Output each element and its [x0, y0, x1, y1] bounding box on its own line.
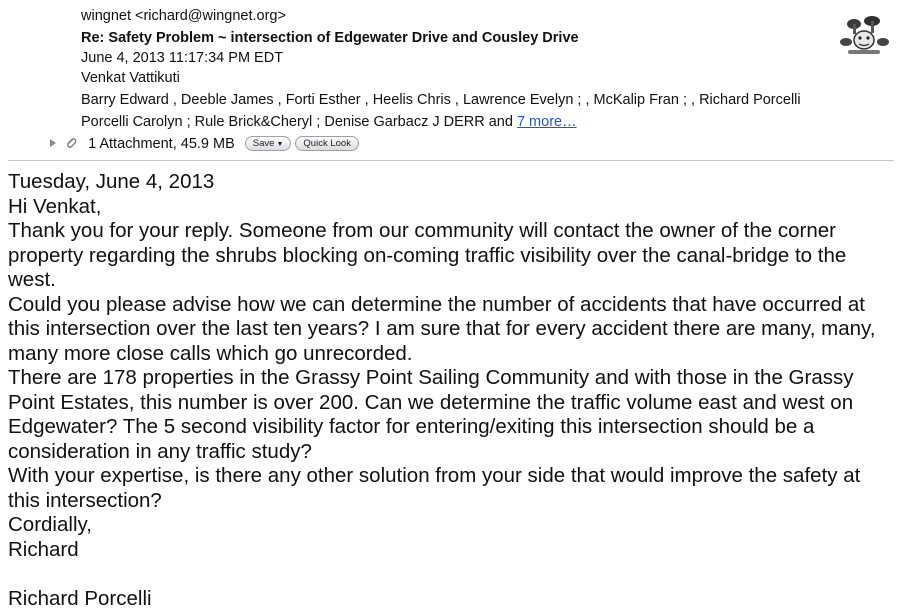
save-button-label: Save — [252, 138, 275, 149]
body-paragraph-4: With your expertise, is there any other solution from your side that would improve the safety at this intersection? — [8, 464, 861, 512]
cc-recipients-line2[interactable]: Porcelli Carolyn ; Rule Brick&Cheryl ; Denise Garbacz J DERR and — [81, 114, 517, 130]
body-greeting: Hi Venkat, — [8, 194, 102, 218]
body-blank-line — [8, 562, 892, 587]
subject-value: Re: Safety Problem ~ intersection of Edgewater Drive and Cousley Drive — [81, 30, 579, 46]
body-date: Tuesday, June 4, 2013 — [8, 170, 215, 193]
cc-more-link[interactable]: 7 more… — [516, 114, 577, 130]
chevron-down-icon: ▼ — [276, 141, 284, 148]
attachment-row — [50, 134, 359, 154]
attachment-summary: 1 Attachment, 45.9 MB — [88, 136, 235, 152]
to-value[interactable]: Venkat Vattikuti — [81, 70, 180, 86]
cc-value-line1[interactable]: Barry Edward , Deeble James , Forti Esther , Heelis Chris , Lawrence Evelyn ; , McKalip Fran ; , Richard Porcelli — [81, 92, 801, 108]
sender-avatar-icon — [838, 12, 890, 56]
body-paragraph-3: There are 178 properties in the Grassy Point Sailing Community and with those in the Grassy Point Estates, this number is over 200. Can we determine the traffic volume east and west on Edgewater? The 5 second visibility factor for entering/exiting this intersection should be a consideration in any traffic study? — [8, 366, 854, 463]
message-header — [0, 0, 900, 160]
message-body — [8, 170, 892, 611]
paperclip-icon — [64, 136, 78, 150]
disclosure-triangle-icon[interactable] — [50, 139, 56, 147]
body-closing: Cordially, — [8, 513, 92, 536]
quick-look-button[interactable]: Quick Look — [295, 136, 359, 151]
save-button[interactable] — [245, 136, 292, 151]
body-signature-full: Richard Porcelli — [8, 586, 152, 610]
body-paragraph-1: Thank you for your reply. Someone from our community will contact the owner of the corner property regarding the shrubs blocking on-coming traffic visibility over the canal-bridge to the west. — [8, 219, 847, 291]
body-paragraph-2: Could you please advise how we can determine the number of accidents that have occurred at this intersection over the last ten years? I am sure that for every accident there are many, many, many more close calls which go unrecorded. — [8, 292, 876, 365]
date-value: June 4, 2013 11:17:34 PM EDT — [81, 50, 284, 66]
header-divider — [8, 160, 894, 161]
body-signature-first: Richard — [8, 537, 79, 561]
cc-value-line2 — [81, 112, 577, 132]
from-value[interactable]: wingnet <richard@wingnet.org> — [81, 8, 286, 24]
